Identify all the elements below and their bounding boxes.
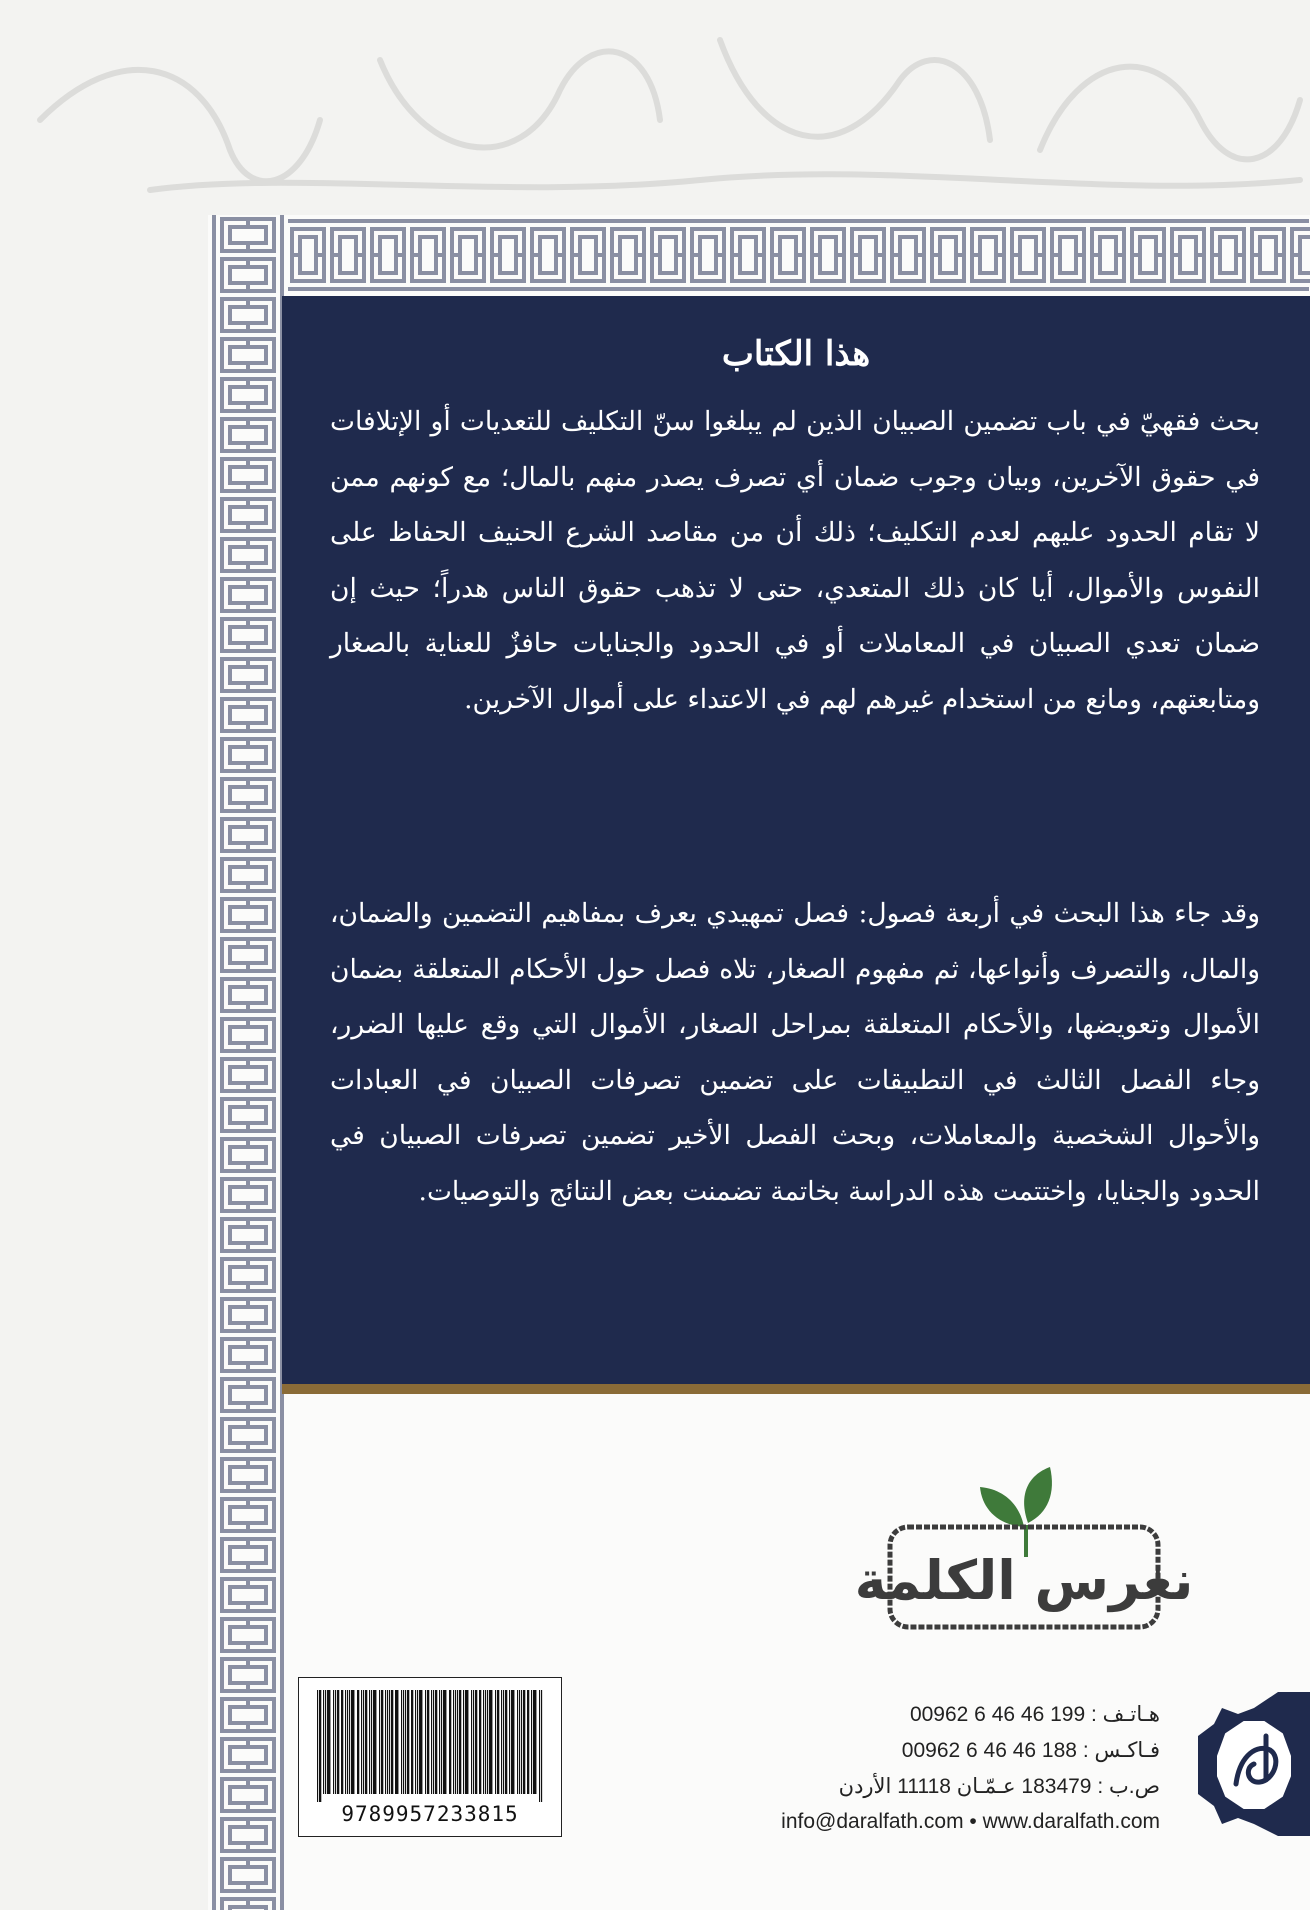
barcode-bar [501, 1690, 502, 1794]
blurb-panel [282, 296, 1310, 1394]
barcode-bar [539, 1690, 540, 1802]
barcode-bar [365, 1690, 367, 1794]
blurb-paragraph-1: بحث فقهيّ في باب تضمين الصبيان الذين لم يبلغوا سنّ التكليف للتعديات أو الإتلافات في حقوق الآخرين، وبيان وجوب ضمان أي تصرف يصدر منهم بالمال؛ مع كونهم ممن لا تقام الحدود عليهم لعدم التكليف؛ ذلك أن من مقاصد الشرع الحنيف الحفاظ على النفوس والأموال، أيا كان ذلك المتعدي، حتى لا تذهب حقوق الناس هدراً؛ حيث إن ضمان تعدي الصبيان في المعاملات أو في الحدود والجنايات حافزٌ للعناية بالصغار ومتابعتهم، ومانع من استخدام غيرهم لهم في الاعتداء على أموال الآخرين. [330, 406, 1260, 715]
barcode-bar [337, 1690, 339, 1794]
barcode-bar [455, 1690, 456, 1794]
barcode-bar [373, 1690, 376, 1794]
barcode-bar [345, 1690, 346, 1794]
barcode-bar [517, 1690, 518, 1794]
barcode-bar [523, 1690, 525, 1794]
barcode-bar [511, 1690, 514, 1794]
barcode-bar [419, 1690, 422, 1794]
barcode-bar [405, 1690, 406, 1794]
barcode-bar [319, 1690, 321, 1802]
barcode [298, 1677, 562, 1837]
barcode-bar [407, 1690, 409, 1794]
barcode-bar [401, 1690, 402, 1794]
barcode-bar [471, 1690, 472, 1794]
fax-row [902, 1738, 1160, 1763]
barcode-bar [369, 1690, 370, 1794]
barcode-bar [379, 1690, 380, 1794]
barcode-bars [317, 1690, 543, 1802]
barcode-bar [485, 1690, 486, 1794]
barcode-bar [465, 1690, 468, 1794]
barcode-bar [363, 1690, 364, 1794]
barcode-bar [333, 1690, 334, 1794]
barcode-bar [533, 1690, 536, 1794]
barcode-bar [361, 1690, 362, 1794]
barcode-bar [519, 1690, 520, 1794]
barcode-bar [385, 1690, 386, 1794]
barcode-bar [433, 1690, 434, 1794]
barcode-bar [509, 1690, 510, 1794]
barcode-bar [443, 1690, 446, 1794]
ornamental-border-left [208, 215, 288, 1910]
barcode-bar [521, 1690, 522, 1794]
panel-title: هذا الكتاب [721, 334, 871, 374]
barcode-bar [489, 1690, 492, 1794]
barcode-bar [427, 1690, 429, 1794]
barcode-bar [349, 1690, 350, 1794]
blurb-paragraph-2: وقد جاء هذا البحث في أربعة فصول: فصل تمهيدي يعرف بمفاهيم التضمين والضمان، والمال، والتصرف وأنواعها، ثم مفهوم الصغار، تلاه فصل حول الأحكام المتعلقة بضمان الأموال وتعويضها، والأحكام المتعلقة بمراحل الصغار، الأموال التي وقع عليها الضرر، وجاء الفصل الثالث في التطبيقات على تضمين تصرفات الصبيان في العبادات والأحوال الشخصية والمعاملات، وبحث الفصل الأخير تضمين تصرفات الصبيان في الحدود والجنايا، واختتمت هذه الدراسة بخاتمة تضمنت بعض النتائج والتوصيات. [330, 898, 1260, 1207]
leaf-icon [980, 1467, 1052, 1557]
barcode-bar [503, 1690, 504, 1794]
po-box-row [839, 1774, 1160, 1799]
barcode-bar [387, 1690, 388, 1794]
barcode-bar [323, 1690, 324, 1794]
po-box-address: 183479 عـمّـان 11118 الأردن [838, 1775, 1092, 1798]
barcode-bar [395, 1690, 398, 1794]
barcode-bar [475, 1690, 477, 1794]
barcode-bar [381, 1690, 383, 1794]
barcode-bar [473, 1690, 474, 1794]
barcode-bar [403, 1690, 404, 1794]
barcode-bar [335, 1690, 336, 1794]
fax-number: 00962 6 46 46 188 [901, 1739, 1077, 1762]
barcode-bar [497, 1690, 499, 1794]
barcode-bar [327, 1690, 330, 1794]
fax-label: فـاكـس : [1082, 1739, 1160, 1762]
barcode-bar [459, 1690, 461, 1794]
web-email-row: info@daralfath.com • www.daralfath.com [781, 1810, 1160, 1833]
isbn-number: 9789957233815 [341, 1802, 519, 1826]
imprint-badge [854, 1465, 1194, 1637]
barcode-bar [483, 1690, 484, 1794]
phone-label: هـاتـف : [1090, 1703, 1160, 1726]
ornamental-border-top [208, 215, 1310, 295]
barcode-bar [347, 1690, 348, 1794]
barcode-bar [389, 1690, 390, 1794]
phone-row [910, 1702, 1160, 1727]
barcode-bar [435, 1690, 437, 1794]
barcode-bar [415, 1690, 416, 1794]
imprint-text: نغرس الكلمة [854, 1549, 1194, 1612]
barcode-bar [441, 1690, 442, 1794]
barcode-bar [391, 1690, 393, 1794]
publisher-seal-icon [1178, 1684, 1310, 1836]
barcode-bar [541, 1690, 542, 1802]
phone-number: 00962 6 46 46 199 [909, 1703, 1086, 1726]
barcode-bar [351, 1690, 354, 1794]
barcode-bar [449, 1690, 451, 1794]
barcode-bar [453, 1690, 454, 1794]
barcode-bar [425, 1690, 426, 1794]
po-label: ص.ب : [1097, 1775, 1160, 1798]
barcode-bar [479, 1690, 481, 1794]
barcode-bar [531, 1690, 532, 1794]
barcode-bar [317, 1690, 318, 1802]
barcode-bar [495, 1690, 496, 1794]
barcode-bar [463, 1690, 464, 1794]
barcode-bar [357, 1690, 359, 1794]
barcode-bar [341, 1690, 343, 1794]
barcode-bar [325, 1690, 326, 1794]
barcode-bar [417, 1690, 418, 1794]
barcode-bar [487, 1690, 488, 1794]
barcode-bar [371, 1690, 372, 1794]
barcode-bar [527, 1690, 529, 1794]
barcode-bar [439, 1690, 440, 1794]
barcode-bar [411, 1690, 413, 1794]
barcode-bar [431, 1690, 432, 1794]
calligraphy-watermark [0, 0, 1310, 230]
barcode-bar [457, 1690, 458, 1794]
barcode-bar [505, 1690, 507, 1794]
